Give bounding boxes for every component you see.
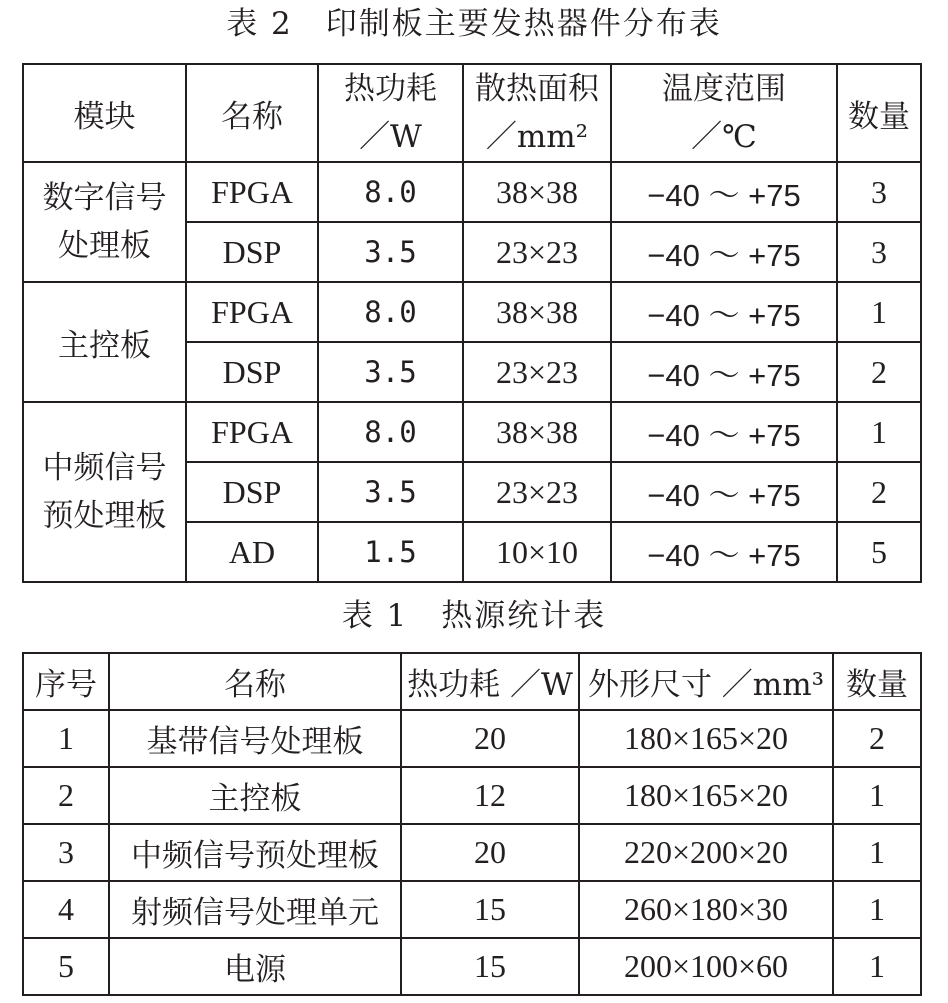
heat-device-distribution-table bbox=[22, 63, 922, 583]
table-row bbox=[23, 938, 921, 995]
module-line1: 中频信号 bbox=[42, 450, 167, 486]
header-area-line1: 散热面积 bbox=[475, 71, 599, 107]
header-index: 序号 bbox=[23, 653, 109, 710]
index-cell: 2 bbox=[23, 767, 109, 824]
count-cell: 3 bbox=[837, 162, 921, 222]
header-area bbox=[463, 64, 611, 162]
header-temp-line1: 温度范围 bbox=[662, 71, 786, 107]
name-cell: DSP bbox=[186, 462, 318, 522]
count-cell: 1 bbox=[833, 824, 921, 881]
module-line1: 主控板 bbox=[58, 327, 151, 364]
temp-cell: −40 ～ +75 bbox=[611, 162, 837, 222]
name-cell: 射频信号处理单元 bbox=[109, 881, 401, 938]
module-cell bbox=[23, 162, 186, 282]
area-cell: 23×23 bbox=[463, 342, 611, 402]
table2-caption: 表 2 印制板主要发热器件分布表 bbox=[226, 6, 722, 42]
count-cell: 1 bbox=[833, 938, 921, 995]
count-cell: 1 bbox=[837, 282, 921, 342]
header-area-line2: ／mm² bbox=[485, 119, 589, 155]
temp-cell: −40 ～ +75 bbox=[611, 282, 837, 342]
power-cell: 8.0 bbox=[318, 402, 463, 462]
count-cell: 1 bbox=[833, 767, 921, 824]
power-cell: 15 bbox=[401, 881, 579, 938]
index-cell: 4 bbox=[23, 881, 109, 938]
area-cell: 10×10 bbox=[463, 522, 611, 582]
size-cell: 220×200×20 bbox=[579, 824, 833, 881]
name-cell: DSP bbox=[186, 222, 318, 282]
area-cell: 23×23 bbox=[463, 462, 611, 522]
module-line2: 预处理板 bbox=[42, 498, 167, 534]
name-cell: 中频信号预处理板 bbox=[109, 824, 401, 881]
table-row bbox=[23, 881, 921, 938]
header-power bbox=[318, 64, 463, 162]
name-cell: FPGA bbox=[186, 402, 318, 462]
temp-cell: −40 ～ +75 bbox=[611, 402, 837, 462]
area-cell: 38×38 bbox=[463, 402, 611, 462]
table-row bbox=[23, 824, 921, 881]
power-cell: 8.0 bbox=[318, 282, 463, 342]
temp-cell: −40 ～ +75 bbox=[611, 522, 837, 582]
header-power: 热功耗 ／W bbox=[401, 653, 579, 710]
count-cell: 1 bbox=[837, 402, 921, 462]
heat-source-statistics-table bbox=[22, 652, 922, 996]
power-cell: 3.5 bbox=[318, 222, 463, 282]
power-cell: 20 bbox=[401, 824, 579, 881]
area-cell: 38×38 bbox=[463, 162, 611, 222]
index-cell: 5 bbox=[23, 938, 109, 995]
table-row bbox=[23, 162, 921, 222]
header-temp bbox=[611, 64, 837, 162]
power-cell: 12 bbox=[401, 767, 579, 824]
header-power-line2: ／W bbox=[359, 119, 422, 155]
header-count: 数量 bbox=[837, 64, 921, 162]
name-cell: 主控板 bbox=[109, 767, 401, 824]
table1-caption: 表 1 热源统计表 bbox=[341, 598, 607, 634]
header-size: 外形尺寸 ／mm³ bbox=[579, 653, 833, 710]
name-cell: 电源 bbox=[109, 938, 401, 995]
temp-cell: −40 ～ +75 bbox=[611, 462, 837, 522]
header-module: 模块 bbox=[23, 64, 186, 162]
power-cell: 1.5 bbox=[318, 522, 463, 582]
count-cell: 3 bbox=[837, 222, 921, 282]
count-cell: 2 bbox=[837, 342, 921, 402]
module-cell bbox=[23, 282, 186, 402]
name-cell: FPGA bbox=[186, 282, 318, 342]
power-cell: 3.5 bbox=[318, 462, 463, 522]
table-row bbox=[23, 767, 921, 824]
table-header-row bbox=[23, 64, 921, 162]
name-cell: FPGA bbox=[186, 162, 318, 222]
count-cell: 1 bbox=[833, 881, 921, 938]
name-cell: AD bbox=[186, 522, 318, 582]
temp-cell: −40 ～ +75 bbox=[611, 222, 837, 282]
module-line2: 处理板 bbox=[58, 228, 151, 264]
header-temp-line2: ／℃ bbox=[691, 119, 757, 155]
size-cell: 180×165×20 bbox=[579, 710, 833, 767]
temp-cell: −40 ～ +75 bbox=[611, 342, 837, 402]
count-cell: 2 bbox=[837, 462, 921, 522]
name-cell: DSP bbox=[186, 342, 318, 402]
table-row bbox=[23, 402, 921, 462]
count-cell: 2 bbox=[833, 710, 921, 767]
table-header-row bbox=[23, 653, 921, 710]
size-cell: 200×100×60 bbox=[579, 938, 833, 995]
power-cell: 20 bbox=[401, 710, 579, 767]
area-cell: 38×38 bbox=[463, 282, 611, 342]
power-cell: 3.5 bbox=[318, 342, 463, 402]
name-cell: 基带信号处理板 bbox=[109, 710, 401, 767]
table-row bbox=[23, 282, 921, 342]
power-cell: 15 bbox=[401, 938, 579, 995]
power-cell: 8.0 bbox=[318, 162, 463, 222]
index-cell: 3 bbox=[23, 824, 109, 881]
header-count: 数量 bbox=[833, 653, 921, 710]
count-cell: 5 bbox=[837, 522, 921, 582]
table-row bbox=[23, 710, 921, 767]
module-line1: 数字信号 bbox=[42, 180, 167, 216]
index-cell: 1 bbox=[23, 710, 109, 767]
area-cell: 23×23 bbox=[463, 222, 611, 282]
header-name: 名称 bbox=[109, 653, 401, 710]
header-name: 名称 bbox=[186, 64, 318, 162]
header-power-line1: 热功耗 bbox=[344, 71, 437, 107]
size-cell: 260×180×30 bbox=[579, 881, 833, 938]
size-cell: 180×165×20 bbox=[579, 767, 833, 824]
module-cell bbox=[23, 402, 186, 582]
